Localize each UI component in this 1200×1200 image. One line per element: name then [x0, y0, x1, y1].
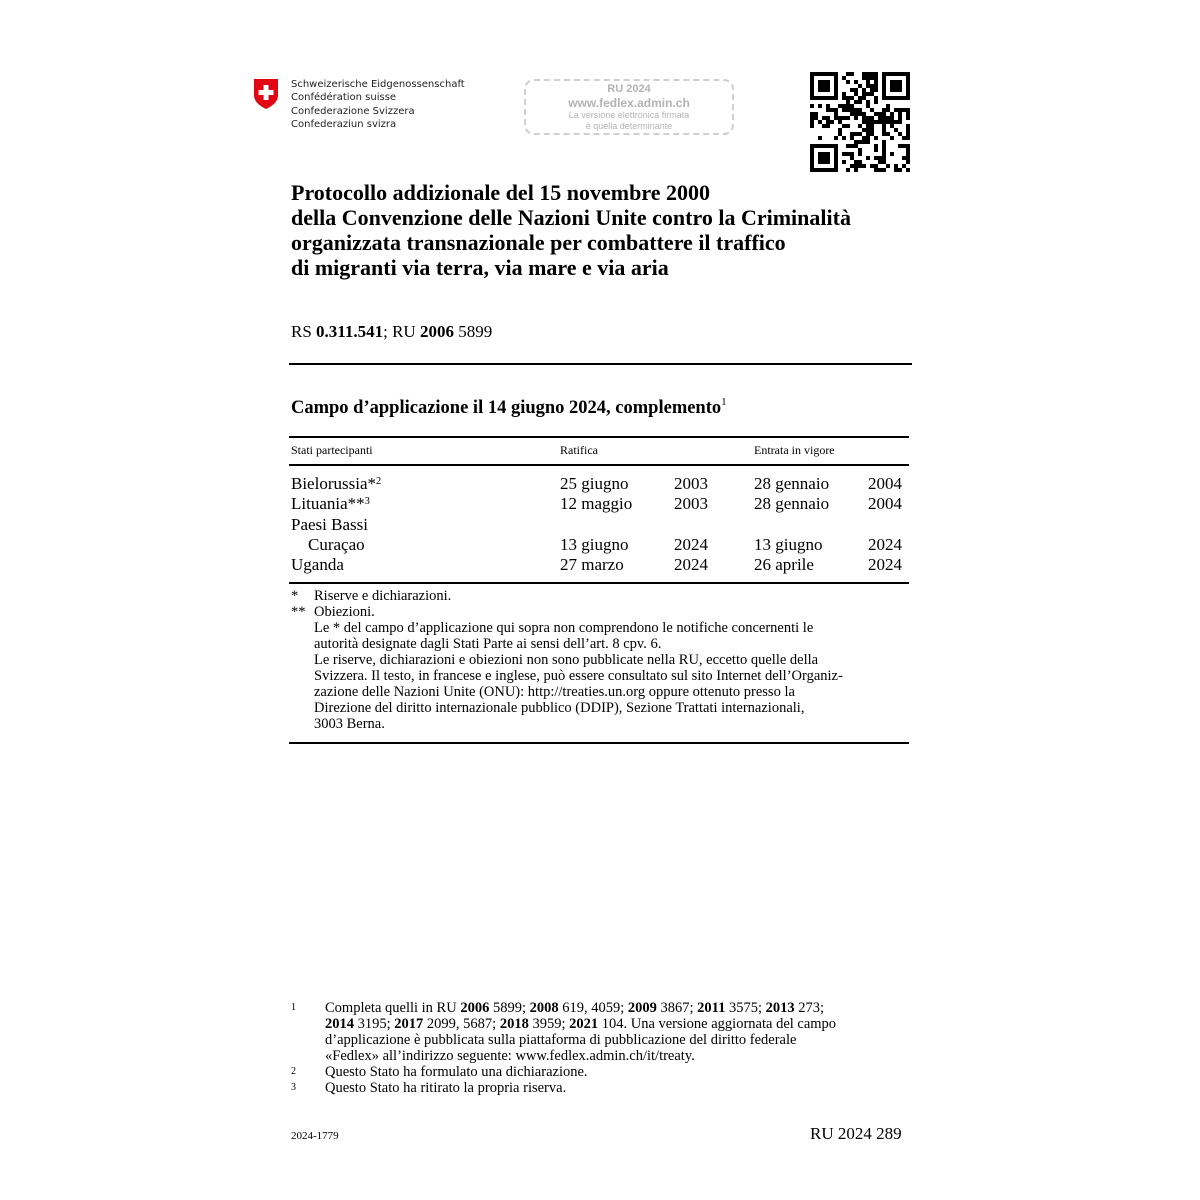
header-state: Stati partecipanti — [291, 443, 373, 457]
notes-bottom-rule — [289, 742, 909, 744]
stamp-line-2: www.fedlex.admin.ch — [568, 96, 690, 110]
ru-year: 2006 — [419, 322, 454, 341]
reference-line — [291, 322, 492, 342]
title-line-4: di migranti via terra, via mare e via aria — [291, 255, 669, 280]
note-line: Svizzera. Il testo, in francese e inglese, può essere consultato sul sito Internet dell’Organiz- — [314, 668, 843, 684]
note-reservations — [291, 588, 911, 604]
note-line: Le * del campo d’applicazione qui sopra non comprendono le notifiche concernenti le — [314, 620, 814, 636]
note-line: zazione delle Nazioni Unite (ONU): http://treaties.un.org oppure ottenuto presso la — [314, 684, 795, 700]
footnote-1 — [291, 1000, 911, 1064]
ref-separator: ; RU — [383, 322, 420, 341]
note-paragraph-1 — [291, 620, 911, 652]
gov-line-fr: Confédération suisse — [291, 92, 397, 104]
footnote-number: 3 — [291, 1082, 296, 1093]
ratification-date: 25 giugno — [560, 474, 629, 493]
state-name: Bielorussia* — [291, 474, 376, 493]
state-footnote-ref: 2 — [376, 476, 382, 487]
table-bottom-rule — [289, 582, 909, 584]
section-divider — [289, 363, 912, 365]
note-paragraph-2 — [291, 652, 911, 732]
rs-number: 0.311.541 — [316, 322, 384, 341]
rs-label: RS — [291, 322, 317, 341]
footnote-text: Questo Stato ha ritirato la propria riserva. — [325, 1080, 567, 1096]
footnote-text: Completa quelli in RU 2006 5899; 2008 619, 4059; 2009 3867; 2011 3575; 2013 273; 2014 3195; 2017 2099, 5687; 2018 3959; 2021 104. Una versione aggiornata del campo d’applicazione è pubblicata sulla piattaforma di pubblicazione del diritto federale «Fedlex» all’indirizzo seguente: www.fedlex.admin.ch/it/treaty. — [325, 1000, 837, 1064]
note-text: Riserve e dichiarazioni. — [314, 588, 452, 604]
note-line: Direzione del diritto internazionale pubblico (DDIP), Sezione Trattati internazionali, — [314, 700, 805, 716]
footnote-text: Questo Stato ha formulato una dichiarazione. — [325, 1064, 588, 1080]
stamp-line-4: è quella determinante — [585, 121, 673, 131]
document-id: 2024-1779 — [291, 1130, 339, 1142]
footnote-number: 1 — [291, 1002, 296, 1013]
footnote-2 — [291, 1064, 911, 1080]
document-title — [291, 180, 851, 280]
entry-year: 2024 — [868, 535, 902, 554]
note-mark: * — [291, 588, 299, 604]
entry-date: 28 gennaio — [754, 474, 830, 493]
qr-code-icon — [810, 72, 910, 172]
table-row-state — [291, 494, 370, 514]
note-line: autorità designate dagli Stati Parte ai sensi dell’art. 8 cpv. 6. — [314, 636, 662, 652]
title-line-1: Protocollo addizionale del 15 novembre 2000 — [291, 180, 710, 205]
ru-page: 5899 — [453, 322, 493, 341]
entry-date: 26 aprile — [754, 555, 814, 574]
ratification-year: 2003 — [674, 494, 708, 513]
gov-line-de: Schweizerische Eidgenossenschaft — [291, 79, 465, 90]
gov-line-it: Confederazione Svizzera — [291, 105, 415, 117]
header-entry: Entrata in vigore — [754, 443, 835, 457]
note-mark: ** — [291, 604, 306, 620]
ratification-date: 12 maggio — [560, 494, 633, 513]
section-footnote-ref: 1 — [721, 396, 727, 408]
entry-year: 2004 — [868, 474, 902, 493]
title-line-3: organizzata transnazionale per combattere il traffico — [291, 230, 786, 255]
ratification-year: 2024 — [674, 535, 708, 554]
table-row-state: Paesi Bassi — [291, 515, 368, 534]
ratification-year: 2024 — [674, 555, 708, 574]
entry-year: 2024 — [868, 555, 902, 574]
ratification-year: 2003 — [674, 474, 708, 493]
table-row-state: Uganda — [291, 555, 344, 574]
page-reference: RU 2024 289 — [810, 1124, 902, 1143]
ratification-date: 13 giugno — [560, 535, 629, 554]
table-row-state: Curaçao — [308, 535, 365, 554]
note-line: 3003 Berna. — [314, 716, 385, 732]
section-title-text: Campo d’applicazione il 14 giugno 2024, complemento — [291, 398, 722, 418]
stamp-line-3: La versione elettronica firmata — [568, 110, 690, 120]
entry-year: 2004 — [868, 494, 902, 513]
state-footnote-ref: 3 — [364, 496, 370, 507]
table-top-rule — [289, 436, 909, 438]
table-row-state — [291, 474, 381, 494]
section-title — [291, 398, 727, 419]
stamp-line-1: RU 2024 — [607, 83, 651, 95]
title-line-2: della Convenzione delle Nazioni Unite contro la Criminalità — [291, 205, 851, 230]
table-notes — [291, 588, 911, 732]
note-line: Le riserve, dichiarazioni e obiezioni non sono pubblicate nella RU, eccetto quelle della — [314, 652, 819, 668]
entry-date: 28 gennaio — [754, 494, 830, 513]
entry-date: 13 giugno — [754, 535, 823, 554]
footnote-number: 2 — [291, 1066, 296, 1077]
electronic-version-stamp — [524, 79, 734, 135]
gov-line-rm: Confederaziun svizra — [291, 118, 397, 130]
state-name: Lituania** — [291, 494, 365, 513]
government-name — [291, 78, 465, 131]
swiss-cross-icon — [253, 78, 279, 110]
ratification-date: 27 marzo — [560, 555, 624, 574]
footnote-3 — [291, 1080, 911, 1096]
note-objections — [291, 604, 911, 620]
note-text: Obiezioni. — [314, 604, 375, 620]
table-header-rule — [289, 464, 909, 466]
header-ratification: Ratifica — [560, 443, 598, 457]
